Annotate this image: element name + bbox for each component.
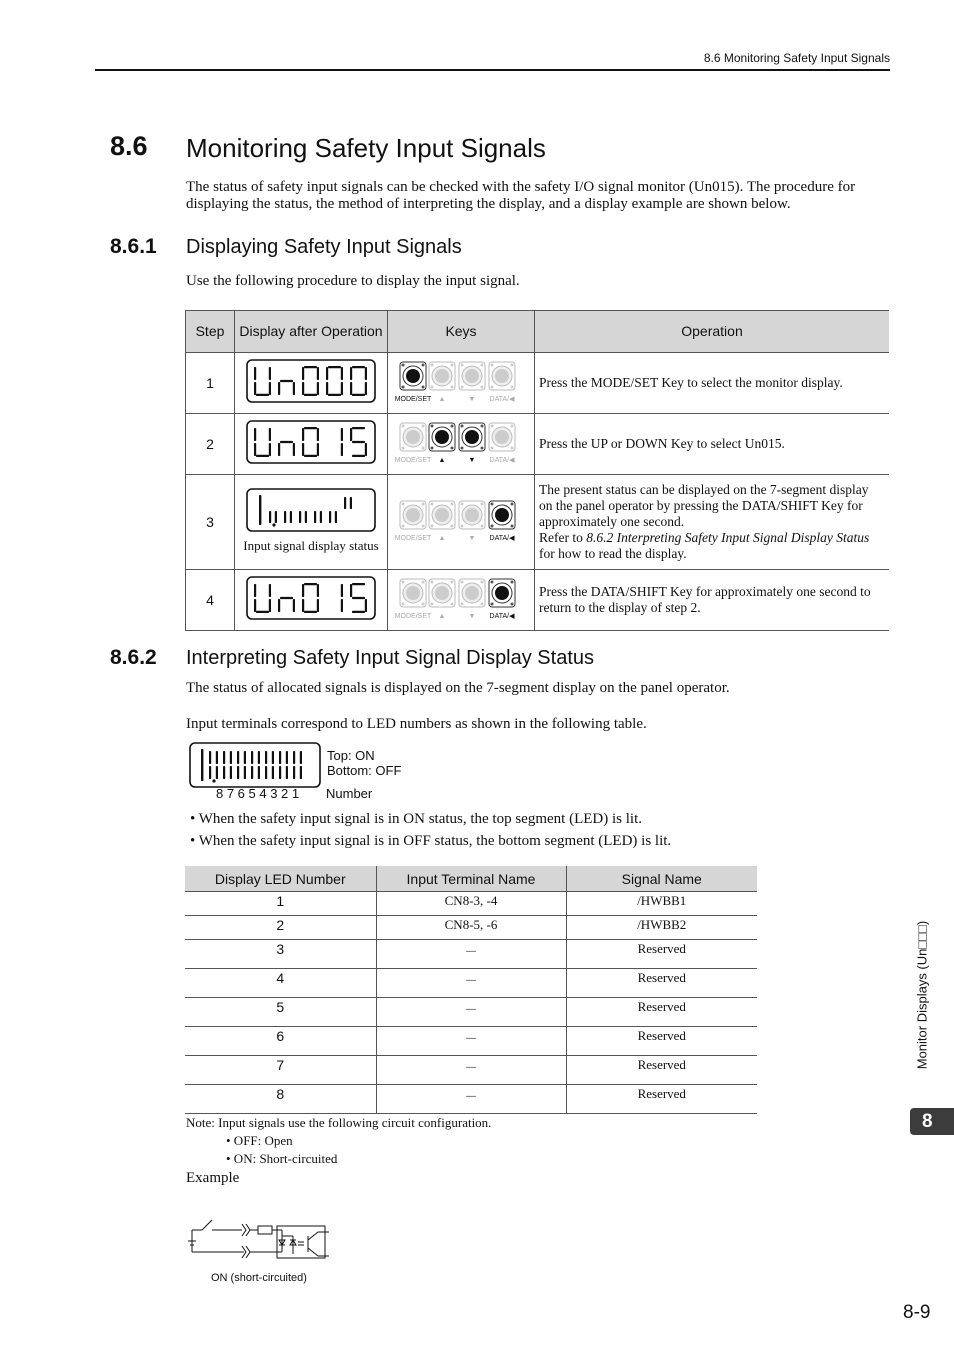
- page-number: 8-9: [903, 1302, 931, 1323]
- status-led-segment: [223, 766, 225, 779]
- display-segment: [352, 427, 365, 429]
- data-shift-key-label: DATA/◀: [489, 457, 515, 464]
- circuit-diagram: [184, 1210, 334, 1270]
- display-frame: [247, 489, 375, 531]
- status-led-segment: [293, 751, 295, 764]
- data-shift-key: [489, 579, 515, 607]
- signal-name: Reserved: [566, 1027, 757, 1056]
- note-text: Note: Input signals use the following circuit configuration.: [186, 1115, 492, 1130]
- display-segment: [341, 599, 343, 612]
- display-segment: [365, 382, 367, 395]
- display-segment: [365, 443, 367, 456]
- status-led-segment: [230, 766, 232, 779]
- status-led-segment: [258, 766, 260, 779]
- display-segment: [269, 382, 271, 395]
- header-display: Display after Operation: [235, 311, 388, 353]
- display-segment: [352, 597, 365, 599]
- terminal-name: CN8-3, -4: [376, 892, 566, 916]
- status-led-segment: [223, 751, 225, 764]
- display-segment: [341, 443, 343, 456]
- mode-set-key: [400, 579, 426, 607]
- led-number: 5: [185, 998, 376, 1027]
- status-led-segment: [201, 749, 203, 781]
- display-segment: [302, 428, 304, 441]
- data-shift-key-label: DATA/◀: [489, 613, 515, 620]
- signal-name: Reserved: [566, 998, 757, 1027]
- terminal-name: －: [376, 1056, 566, 1085]
- operation-ref-prefix: Refer to: [539, 530, 587, 545]
- chapter-side-tab: [913, 905, 931, 1085]
- status-led-segment: [314, 511, 316, 523]
- status-led-segment: [265, 766, 267, 779]
- subsection-title-2: Interpreting Safety Input Signal Display Status: [186, 647, 595, 669]
- keys-cell: [388, 414, 535, 475]
- subsection-para-1: The status of allocated signals is displayed on the 7-segment display on the panel operator.: [186, 680, 730, 696]
- note-item: • ON: Short-circuited: [226, 1151, 338, 1166]
- down-key-label: ▼: [468, 457, 476, 464]
- operation-text: Press the DATA/SHIFT Key for approximately one second to return to the display of step 2.: [535, 570, 890, 631]
- display-segment: [350, 382, 352, 395]
- procedure-table: [185, 310, 889, 631]
- display-segment: [352, 611, 365, 613]
- procedure-header-row: [186, 311, 890, 353]
- data-shift-key: [489, 423, 515, 451]
- section-intro: The status of safety input signals can be checked with the safety I/O signal monitor (Un015). The procedure for displaying the status, the method of interpreting the display, and a display example are shown below.: [186, 179, 856, 212]
- signal-name: Reserved: [566, 969, 757, 998]
- procedure-row: [186, 414, 890, 475]
- table-row: [185, 1056, 757, 1085]
- display-segment: [278, 443, 280, 456]
- display-segment: [326, 382, 328, 395]
- operation-text: Press the UP or DOWN Key to select Un015.: [535, 414, 890, 475]
- procedure-row: [186, 570, 890, 631]
- status-led-segment: [335, 511, 337, 523]
- display-segment: [317, 599, 319, 612]
- display-segment: [304, 611, 317, 613]
- display-segment: [341, 428, 343, 441]
- up-key-label: ▲: [438, 457, 446, 464]
- status-led-segment: [275, 511, 277, 523]
- display-segment: [365, 367, 367, 380]
- display-frame: [190, 743, 320, 787]
- signal-name: /HWBB2: [566, 916, 757, 940]
- seven-segment-display: [246, 420, 376, 464]
- display-segment: [302, 599, 304, 612]
- status-led-segment: [300, 766, 302, 779]
- display-segment: [269, 428, 271, 441]
- display-segment: [254, 599, 256, 612]
- step-number: 3: [186, 475, 235, 570]
- status-led-segment: [237, 751, 239, 764]
- mode-set-key-label: MODE/SET: [394, 396, 432, 403]
- status-led-segment: [209, 751, 211, 764]
- display-cell: [235, 570, 388, 631]
- mode-set-key: [400, 362, 426, 390]
- led-status-display: [189, 742, 321, 788]
- table-row: [185, 998, 757, 1027]
- subsection-number-1: 8.6.1: [110, 235, 157, 258]
- display-segment: [317, 428, 319, 441]
- display-segment: [254, 428, 256, 441]
- terminal-name: －: [376, 1085, 566, 1114]
- signal-name: Reserved: [566, 940, 757, 969]
- display-segment: [326, 367, 328, 380]
- down-key-label: ▼: [468, 613, 476, 620]
- status-led-segment: [237, 766, 239, 779]
- display-segment: [280, 597, 293, 599]
- display-segment: [302, 443, 304, 456]
- header-rule: [95, 69, 890, 71]
- procedure-row: [186, 475, 890, 570]
- keys-cell: [388, 353, 535, 414]
- display-segment: [302, 382, 304, 395]
- display-segment: [304, 427, 317, 429]
- down-key-label: ▼: [468, 535, 476, 542]
- key-panel: [394, 358, 523, 404]
- down-key: [459, 579, 485, 607]
- status-led-segment: [272, 751, 274, 764]
- procedure-row: [186, 353, 890, 414]
- terminal-name: －: [376, 940, 566, 969]
- status-led-segment: [272, 766, 274, 779]
- led-number: 7: [185, 1056, 376, 1085]
- up-key: [429, 362, 455, 390]
- display-segment: [304, 583, 317, 585]
- led-number: 6: [185, 1027, 376, 1056]
- table-row: [185, 1085, 757, 1114]
- mode-set-key-label: MODE/SET: [394, 535, 432, 542]
- led-number: 4: [185, 969, 376, 998]
- status-led-segment: [290, 511, 292, 523]
- signal-name: /HWBB1: [566, 892, 757, 916]
- seven-segment-display: [246, 576, 376, 620]
- table-row: [185, 1027, 757, 1056]
- up-key-label: ▲: [438, 613, 446, 620]
- key-panel: [394, 497, 523, 543]
- mode-set-key: [400, 423, 426, 451]
- display-segment: [256, 394, 269, 396]
- led-table-header: [185, 866, 757, 892]
- decimal-point: [272, 523, 275, 526]
- down-key-label: ▼: [468, 396, 476, 403]
- up-key-label: ▲: [438, 535, 446, 542]
- display-caption: Input signal display status: [243, 537, 379, 553]
- display-segment: [254, 443, 256, 456]
- seven-segment-display: [246, 359, 376, 403]
- down-key: [459, 362, 485, 390]
- display-segment: [317, 443, 319, 456]
- status-led-segment: [305, 511, 307, 523]
- data-shift-key-label: DATA/◀: [489, 535, 515, 542]
- status-led-segment: [320, 511, 322, 523]
- display-segment: [352, 394, 365, 396]
- mode-set-key: [400, 501, 426, 529]
- display-cell: [235, 353, 388, 414]
- status-led-segment: [209, 766, 211, 779]
- display-segment: [365, 599, 367, 612]
- display-segment: [317, 584, 319, 597]
- up-key-label: ▲: [438, 396, 446, 403]
- display-segment: [280, 380, 293, 382]
- display-segment: [278, 599, 280, 612]
- signal-name: Reserved: [566, 1056, 757, 1085]
- led-numbers-label: Number: [326, 786, 373, 801]
- header-signal: Signal Name: [566, 866, 757, 892]
- display-cell: [235, 414, 388, 475]
- status-led-segment: [244, 766, 246, 779]
- status-led-segment: [286, 766, 288, 779]
- section-title: Monitoring Safety Input Signals: [186, 133, 546, 163]
- display-segment: [302, 367, 304, 380]
- terminal-name: －: [376, 969, 566, 998]
- status-led-segment: [329, 511, 331, 523]
- header-step: Step: [186, 311, 235, 353]
- step-number: 1: [186, 353, 235, 414]
- led-number: 2: [185, 916, 376, 940]
- data-shift-key-label: DATA/◀: [489, 396, 515, 403]
- status-led-segment: [300, 751, 302, 764]
- display-segment: [341, 382, 343, 395]
- led-numbers: 8 7 6 5 4 3 2 1: [216, 786, 300, 801]
- display-segment: [293, 382, 295, 395]
- status-led-segment: [251, 751, 253, 764]
- display-segment: [254, 367, 256, 380]
- operation-text: [535, 475, 890, 570]
- running-header: 8.6 Monitoring Safety Input Signals: [703, 51, 890, 65]
- display-segment: [317, 367, 319, 380]
- display-segment: [350, 428, 352, 441]
- led-assignment-table: [185, 866, 757, 1114]
- display-segment: [256, 611, 269, 613]
- display-segment: [352, 583, 365, 585]
- display-segment: [341, 584, 343, 597]
- seven-segment-display: [246, 488, 376, 532]
- display-segment: [278, 382, 280, 395]
- terminal-name: CN8-5, -6: [376, 916, 566, 940]
- subsection-para-2: Input terminals correspond to LED numbers as shown in the following table.: [186, 716, 647, 732]
- mode-set-key-label: MODE/SET: [394, 457, 432, 464]
- status-led-segment: [251, 766, 253, 779]
- status-led-segment: [286, 751, 288, 764]
- display-segment: [269, 584, 271, 597]
- legend-top: Top: ON: [327, 748, 375, 763]
- terminal-name: －: [376, 998, 566, 1027]
- bullet-item: • When the safety input signal is in ON status, the top segment (LED) is lit.: [190, 811, 642, 827]
- data-shift-key: [489, 362, 515, 390]
- down-key: [459, 423, 485, 451]
- bullet-item: • When the safety input signal is in OFF status, the bottom segment (LED) is lit.: [190, 833, 672, 849]
- operation-text: Press the MODE/SET Key to select the monitor display.: [535, 353, 890, 414]
- display-segment: [317, 382, 319, 395]
- led-number: 1: [185, 892, 376, 916]
- table-row: [185, 892, 757, 916]
- chapter-side-text: Monitor Displays (Un□□□): [914, 920, 930, 1070]
- led-number: 8: [185, 1085, 376, 1114]
- keys-cell: [388, 570, 535, 631]
- operation-ref-link: 8.6.2 Interpreting Safety Input Signal Display Status: [586, 530, 870, 545]
- status-led-segment: [279, 751, 281, 764]
- display-segment: [341, 367, 343, 380]
- key-panel: [394, 575, 523, 621]
- display-segment: [350, 367, 352, 380]
- table-row: [185, 940, 757, 969]
- chapter-number-tab: 8: [910, 1108, 954, 1135]
- circuit-caption: ON (short-circuited): [211, 1272, 307, 1284]
- display-segment: [293, 443, 295, 456]
- status-led-segment: [279, 766, 281, 779]
- display-segment: [304, 455, 317, 457]
- table-row: [185, 969, 757, 998]
- status-led-segment: [269, 511, 271, 523]
- status-led-segment: [284, 511, 286, 523]
- example-label: Example: [186, 1170, 240, 1186]
- step-number: 4: [186, 570, 235, 631]
- status-led-segment: [344, 497, 346, 509]
- display-segment: [328, 366, 341, 368]
- operation-line: The present status can be displayed on the 7-segment display on the panel operator by pressing the DATA/SHIFT Key for approximately one second.: [539, 482, 869, 529]
- status-led-segment: [258, 751, 260, 764]
- display-segment: [269, 443, 271, 456]
- terminal-name: －: [376, 1027, 566, 1056]
- header-operation: Operation: [535, 311, 890, 353]
- up-key: [429, 423, 455, 451]
- display-segment: [352, 455, 365, 457]
- signal-name: Reserved: [566, 1085, 757, 1114]
- status-led-segment: [230, 751, 232, 764]
- subsection-number-2: 8.6.2: [110, 646, 157, 669]
- status-led-segment: [216, 751, 218, 764]
- header-led-number: Display LED Number: [185, 866, 376, 892]
- display-segment: [269, 599, 271, 612]
- step-number: 2: [186, 414, 235, 475]
- status-led-segment: [265, 751, 267, 764]
- status-led-segment: [350, 497, 352, 509]
- display-segment: [350, 584, 352, 597]
- keys-cell: [388, 475, 535, 570]
- data-shift-key: [489, 501, 515, 529]
- note-item: • OFF: Open: [226, 1133, 293, 1148]
- display-segment: [352, 441, 365, 443]
- display-segment: [256, 455, 269, 457]
- display-segment: [280, 441, 293, 443]
- status-led-segment: [293, 766, 295, 779]
- display-segment: [254, 584, 256, 597]
- display-segment: [269, 367, 271, 380]
- display-segment: [304, 394, 317, 396]
- section-number: 8.6: [110, 131, 148, 161]
- subsection-intro-1: Use the following procedure to display the input signal.: [186, 273, 520, 289]
- display-segment: [302, 584, 304, 597]
- status-led-segment: [244, 751, 246, 764]
- up-key: [429, 579, 455, 607]
- subsection-title-1: Displaying Safety Input Signals: [186, 236, 462, 258]
- display-segment: [254, 382, 256, 395]
- led-number: 3: [185, 940, 376, 969]
- status-led-segment: [216, 766, 218, 779]
- header-terminal: Input Terminal Name: [376, 866, 566, 892]
- display-segment: [328, 394, 341, 396]
- status-led-segment: [299, 511, 301, 523]
- decimal-point: [212, 779, 215, 782]
- header-keys: Keys: [388, 311, 535, 353]
- down-key: [459, 501, 485, 529]
- display-segment: [293, 599, 295, 612]
- key-panel: [394, 419, 523, 465]
- table-row: [185, 916, 757, 940]
- display-cell: [235, 475, 388, 570]
- operation-ref-suffix: for how to read the display.: [539, 546, 687, 561]
- display-segment: [304, 366, 317, 368]
- mode-set-key-label: MODE/SET: [394, 613, 432, 620]
- status-led-segment: [259, 495, 261, 525]
- up-key: [429, 501, 455, 529]
- display-segment: [352, 366, 365, 368]
- legend-bottom: Bottom: OFF: [327, 763, 402, 778]
